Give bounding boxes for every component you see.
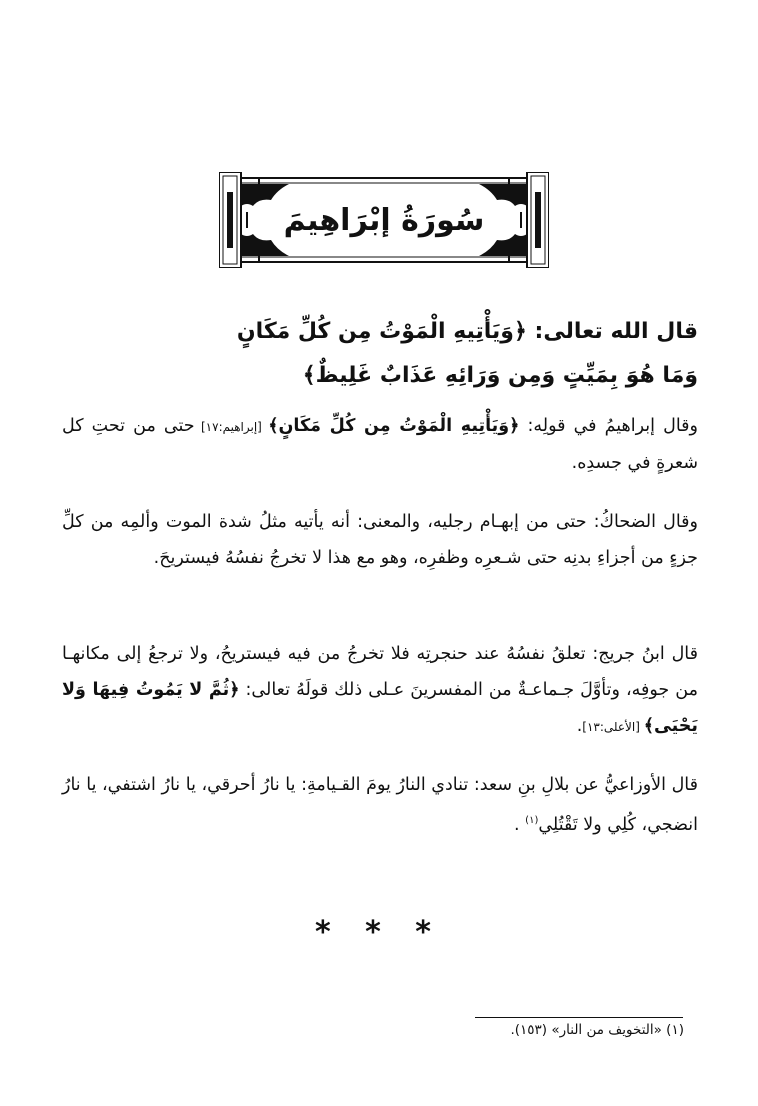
footnote-divider [475, 1017, 683, 1018]
paragraph-ibrahim [62, 408, 698, 481]
p4-text: قال الأوزاعيُّ عن بلالِ بنِ سعد: تنادي النارُ يومَ القـيامةِ: يا نارُ أحرقي، يا نارُ اشتفي، يا نارُ انضجي، كُلِي ولا تَقْتُلِي [62, 775, 698, 835]
footnote-marker: (١) [525, 815, 539, 826]
p1-intro: وقال إبراهيمُ في قولِه: [519, 416, 699, 436]
paragraph-dahhak: وقال الضحاكُ: حتى من إبهـام رجليه، والمعنى: أنه يأتيه مثلُ شدة الموت وألمِه من كلِّ جزءٍ من أجزاءِ بدنِه حتى شـعرِه وظفرِه، وهو مع هذا لا تخرجُ نفسُهُ فيستريحَ. [62, 512, 698, 568]
paragraph-awzai [62, 767, 698, 843]
section-separator: * * * [315, 915, 443, 950]
footnote: (١) «التخويف من النار» (١٥٣). [510, 1022, 684, 1038]
opening-verse [62, 310, 698, 398]
paragraph-ibn-jurayj [62, 636, 698, 745]
opening-verse-line1: قال الله تعالى: ﴿وَيَأْتِيهِ الْمَوْتُ مِن كُلِّ مَكَانٍ [236, 319, 698, 344]
p3-end: . [576, 716, 583, 736]
p3-reference: [الأعلى:١٣] [582, 720, 644, 734]
p1-verse: ﴿وَيَأْتِيهِ الْمَوْتُ مِن كُلِّ مَكَانٍ﴾ [268, 416, 520, 436]
p3-intro: قال ابنُ جريج: تعلقُ نفسُهُ عند حنجرتِه فلا تخرجُ من فيه فيستريحُ، ولا ترجعُ إلى مكانهـا من جوفِه، وتأوَّلَ جـماعـةٌ من المفسرينَ عـلى ذلك قولَهُ تعالى: [62, 644, 698, 700]
title-frame [219, 172, 549, 268]
p4-end: . [514, 814, 526, 835]
surah-title: سُورَةُ إبْرَاهِيمَ [283, 202, 485, 238]
p3-verse: ﴿ثُمَّ لا يَمُوتُ فِيهَا وَلا يَحْيَى﴾ [62, 680, 698, 736]
p1-rest: حتى من تحتِ كل شعرةٍ في جسدِه. [62, 416, 698, 473]
opening-verse-line2: وَمَا هُوَ بِمَيِّتٍ وَمِن وَرَائِهِ عَذَابٌ غَلِيظٌ﴾ [302, 363, 698, 388]
p1-reference: [إبراهيم:١٧] [194, 420, 269, 434]
